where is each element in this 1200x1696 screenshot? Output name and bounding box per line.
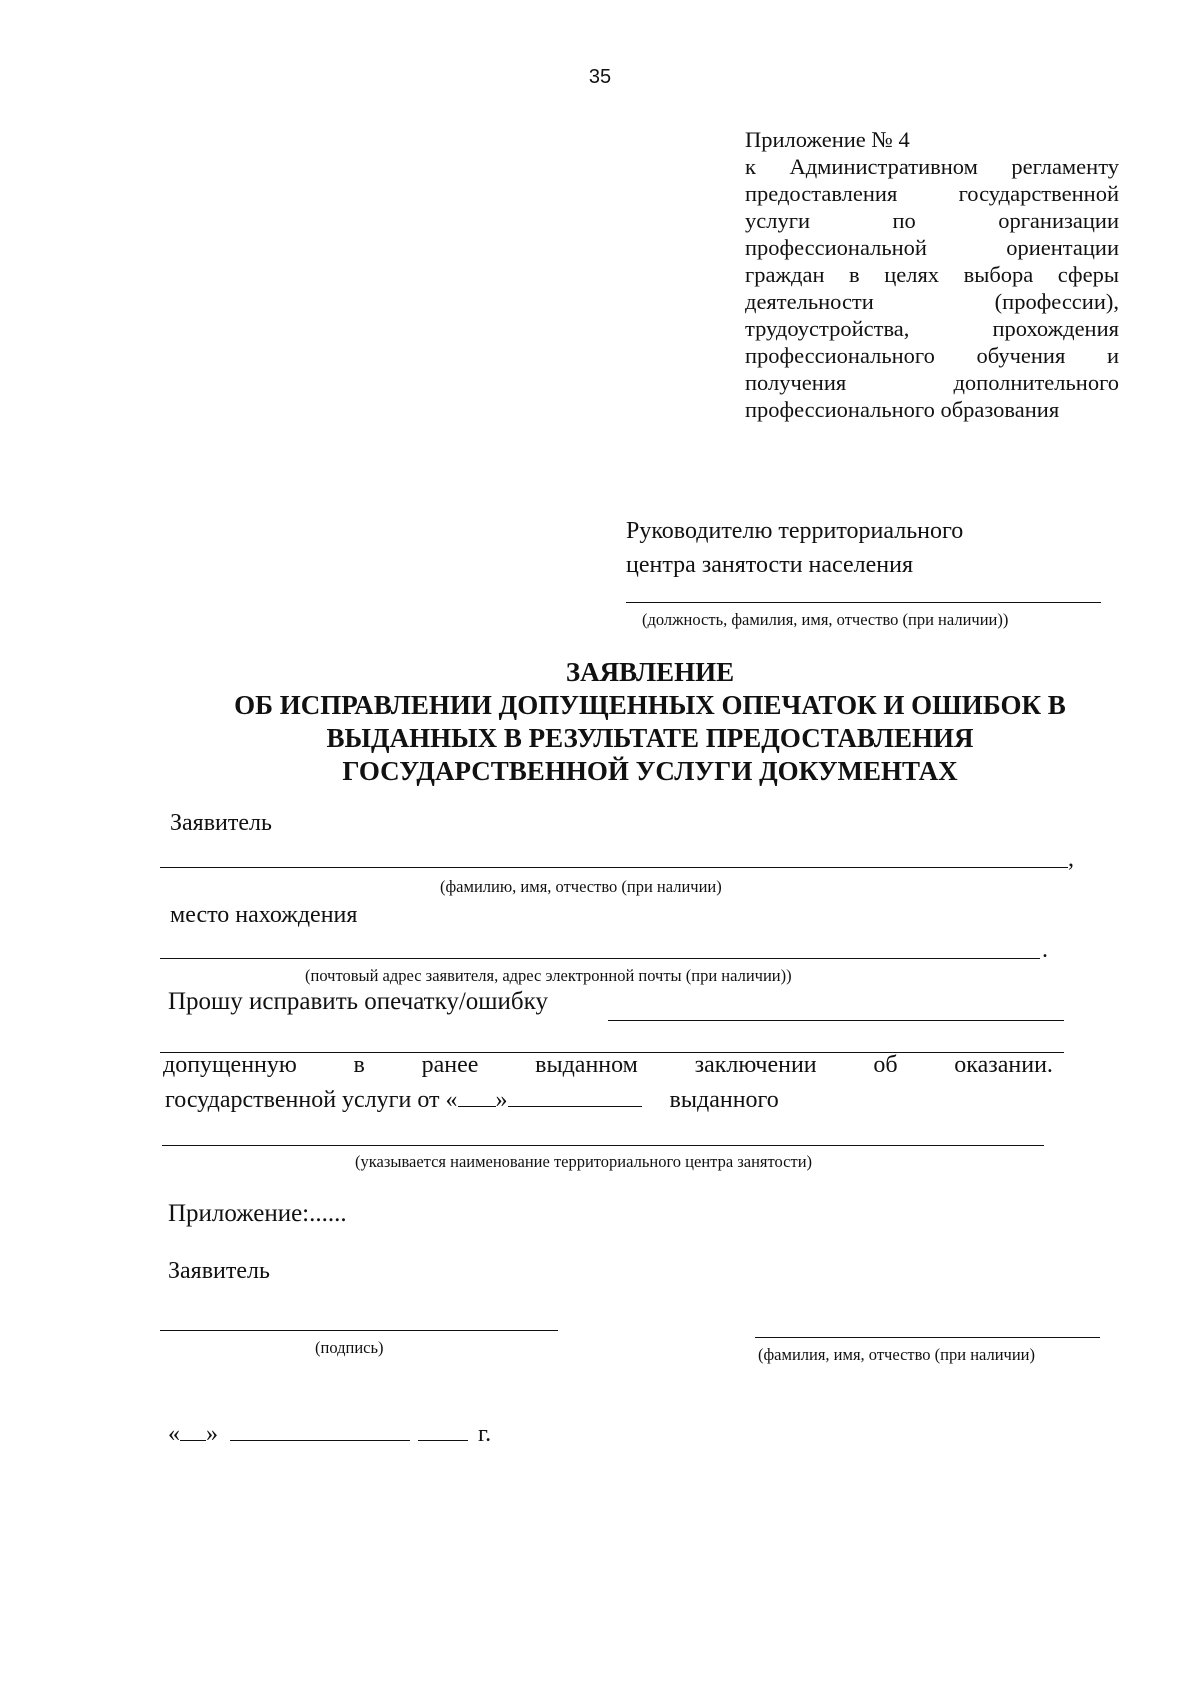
request-line xyxy=(608,1020,1064,1021)
applicant-comma: , xyxy=(1068,846,1074,872)
month-year-blank xyxy=(508,1086,642,1107)
heading-line-3: ВЫДАННЫХ В РЕЗУЛЬТАТЕ ПРЕДОСТАВЛЕНИЯ xyxy=(326,723,974,753)
issued-word-7: оказании. xyxy=(954,1052,1053,1078)
issued-word-2: в xyxy=(353,1052,365,1078)
state-service-row xyxy=(165,1086,779,1114)
addressee-block xyxy=(626,514,963,582)
date-month-blank xyxy=(230,1420,410,1441)
addressee-caption: (должность, фамилия, имя, отчество (при наличии)) xyxy=(642,610,1009,629)
location-dot: . xyxy=(1042,937,1048,963)
date-row xyxy=(168,1420,491,1448)
issued-label: выданного xyxy=(669,1087,779,1113)
location-line xyxy=(160,958,1040,959)
issued-word-5: заключении xyxy=(694,1052,817,1078)
request-label: Прошу исправить опечатку/ошибку xyxy=(168,988,548,1015)
document-heading xyxy=(150,656,1150,788)
name-line xyxy=(755,1337,1100,1338)
date-day-blank xyxy=(180,1420,206,1441)
applicant-name-line xyxy=(160,867,1068,868)
year-suffix: г. xyxy=(478,1421,492,1447)
state-service-mid: » xyxy=(495,1087,508,1113)
signature-caption: (подпись) xyxy=(315,1338,384,1357)
appendix-title: Приложение № 4 xyxy=(745,127,910,152)
center-name-line xyxy=(162,1145,1044,1146)
addressee-name-line xyxy=(626,602,1101,603)
issued-row xyxy=(163,1052,1053,1079)
page-number: 35 xyxy=(588,66,612,88)
appendix-body: к Административном регламенту предоставления государственной услуги по организации профессиональной ориентации граждан в целях выбора сферы деятельности (профессии), трудоустройства, прохождения профессионального обучения и получения дополнительного профессионального образования xyxy=(745,154,1119,422)
appendix-block xyxy=(745,126,1119,423)
date-close-quote: » xyxy=(206,1421,218,1447)
heading-line-4: ГОСУДАРСТВЕННОЙ УСЛУГИ ДОКУМЕНТАХ xyxy=(342,756,958,786)
location-caption: (почтовый адрес заявителя, адрес электронной почты (при наличии)) xyxy=(305,966,792,985)
state-service-prefix: государственной услуги от « xyxy=(165,1087,458,1113)
applicant-label-2: Заявитель xyxy=(168,1258,270,1284)
heading-line-1: ЗАЯВЛЕНИЕ xyxy=(565,657,735,687)
center-caption: (указывается наименование территориального центра занятости) xyxy=(355,1152,813,1171)
issued-word-3: ранее xyxy=(421,1052,479,1078)
location-label: место нахождения xyxy=(170,902,358,928)
issued-word-4: выданном xyxy=(535,1052,638,1078)
issued-word-6: об xyxy=(873,1052,898,1078)
date-year-blank xyxy=(418,1420,468,1441)
date-open-quote: « xyxy=(168,1421,180,1447)
heading-line-2: ОБ ИСПРАВЛЕНИИ ДОПУЩЕННЫХ ОПЕЧАТОК И ОШИБОК В xyxy=(234,690,1066,720)
addressee-line-1: Руководителю территориального xyxy=(626,518,964,544)
applicant-label: Заявитель xyxy=(170,810,272,836)
applicant-caption: (фамилию, имя, отчество (при наличии) xyxy=(440,877,722,896)
signature-line xyxy=(160,1330,558,1331)
name-caption: (фамилия, имя, отчество (при наличии) xyxy=(758,1345,1036,1364)
attachment-label: Приложение:...... xyxy=(168,1200,347,1227)
addressee-line-2: центра занятости населения xyxy=(626,552,913,578)
issued-word-1: допущенную xyxy=(163,1052,297,1078)
day-blank xyxy=(458,1086,496,1107)
